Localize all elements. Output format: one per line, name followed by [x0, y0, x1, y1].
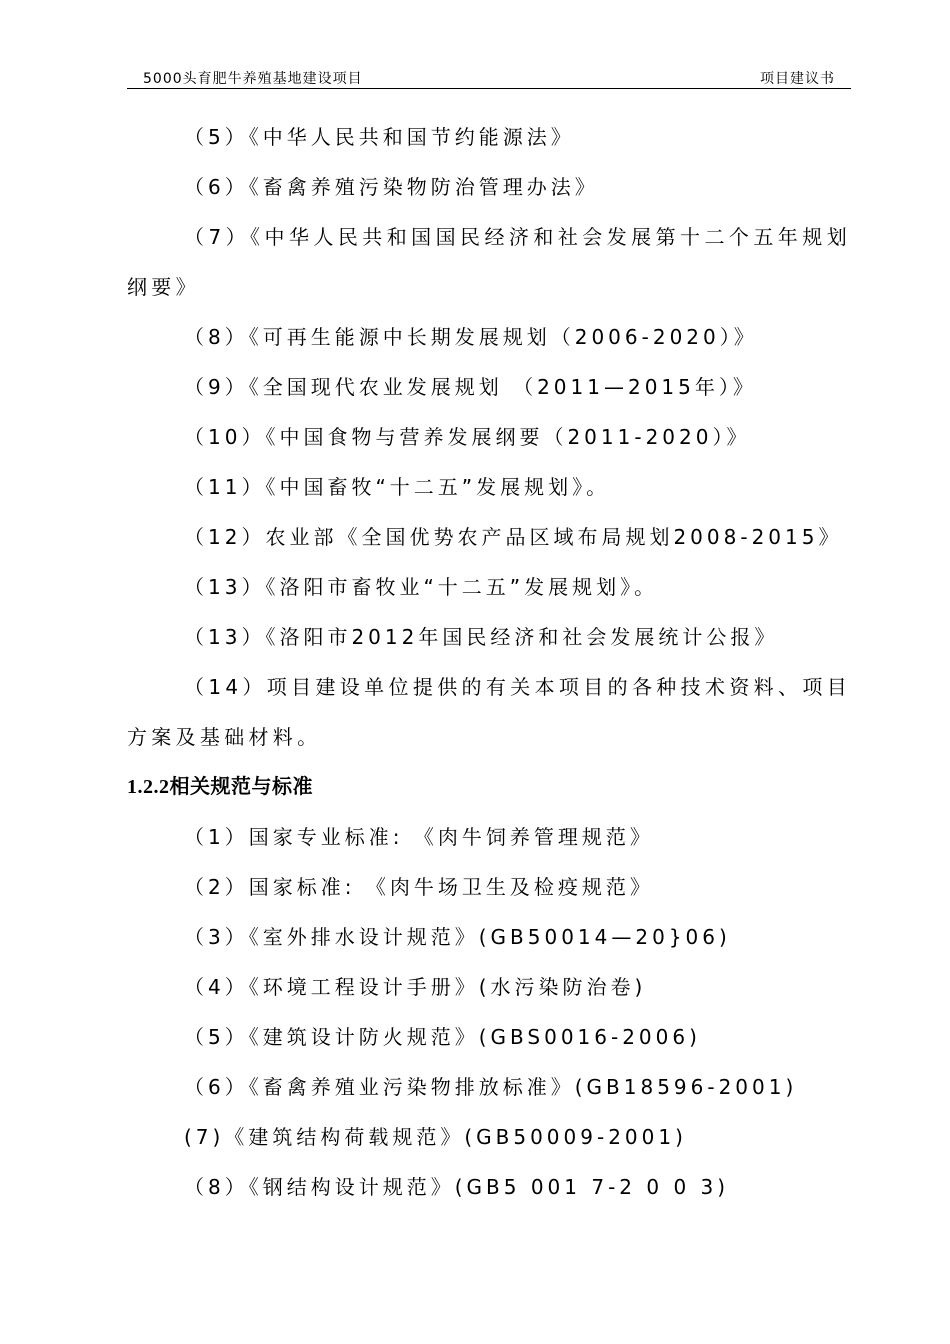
- law-item: （12）农业部《全国优势农产品区域布局规划2008-2015》: [184, 525, 843, 549]
- header-divider: [127, 88, 851, 89]
- standard-item: （8）《钢结构设计规范》(GB5 001 7-2 0 0 3): [184, 1175, 730, 1199]
- law-item: （5）《中华人民共和国节约能源法》: [184, 125, 575, 149]
- law-item: （10）《中国食物与营养发展纲要（2011-2020）》: [184, 425, 751, 449]
- law-item: （9）《全国现代农业发展规划 （2011—2015年）》: [184, 375, 757, 399]
- page-header: [127, 66, 851, 88]
- law-item: （8）《可再生能源中长期发展规划（2006-2020）》: [184, 325, 758, 349]
- law-item: （6）《畜禽养殖污染物防治管理办法》: [184, 175, 599, 199]
- law-item: （11）《中国畜牧“十二五”发展规划》。: [184, 475, 611, 499]
- standard-item: （1）国家专业标准: 《肉牛饲养管理规范》: [184, 825, 654, 849]
- standard-item: （2）国家标准: 《肉牛场卫生及检疫规范》: [184, 875, 654, 899]
- law-item: （13）《洛阳市畜牧业“十二五”发展规划》。: [184, 575, 659, 599]
- standard-item: （3）《室外排水设计规范》(GB50014—20}06): [184, 925, 731, 949]
- law-item: （13）《洛阳市2012年国民经济和社会发展统计公报》: [184, 625, 779, 649]
- document-body: [127, 112, 851, 1212]
- law-item: （7）《中华人民共和国国民经济和社会发展第十二个五年规划纲要》: [127, 225, 851, 299]
- header-project-title: 5000头育肥牛养殖基地建设项目: [143, 71, 363, 87]
- standard-item: （6）《畜禽养殖业污染物排放标准》(GB18596-2001): [184, 1075, 798, 1099]
- header-doc-type: 项目建议书: [760, 71, 835, 87]
- standard-item: （5）《建筑设计防火规范》(GBS0016-2006): [184, 1025, 701, 1049]
- standard-item: （4）《环境工程设计手册》(水污染防治卷): [184, 975, 647, 999]
- law-item: （14）项目建设单位提供的有关本项目的各种技术资料、项目方案及基础材料。: [127, 675, 851, 749]
- standard-item: (7)《建筑结构荷载规范》(GB50009-2001): [184, 1125, 687, 1149]
- section-heading: 1.2.2相关规范与标准: [127, 776, 313, 798]
